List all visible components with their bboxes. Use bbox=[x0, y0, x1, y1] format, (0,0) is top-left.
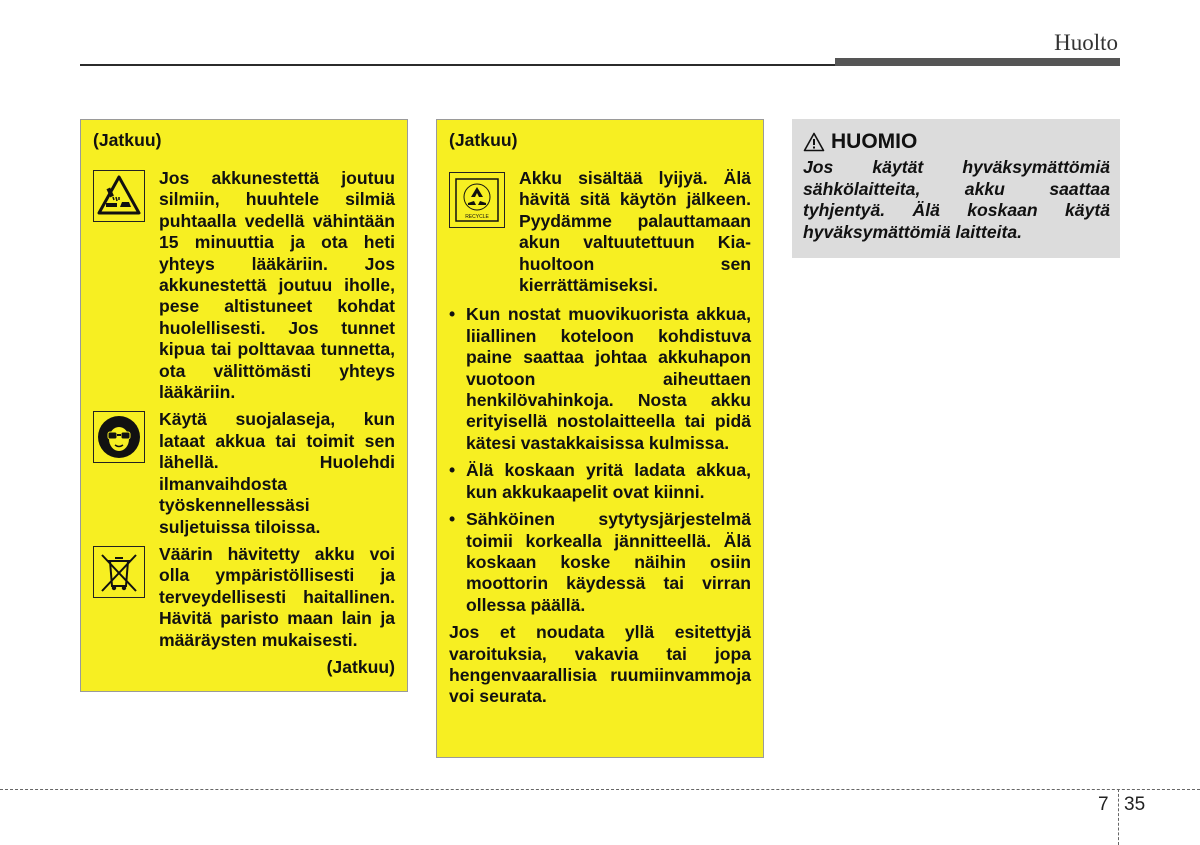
bullet-text: Kun nostat muovikuorista akkua, liiallinen koteloon kohdistuva paine saattaa johtaa akkuhapon vuotoon aiheuttaen henkilövahinkoja. Nosta akku erityisellä nostolaitteella tai pidä kätesi vastakkaisissa kulmissa. bbox=[466, 304, 751, 453]
warning-item bbox=[93, 409, 395, 537]
warning-item bbox=[93, 168, 395, 403]
warning-item bbox=[93, 544, 395, 651]
footer-divider bbox=[0, 789, 1200, 790]
warning-triangle-icon bbox=[803, 132, 825, 152]
warning-box-left bbox=[80, 119, 408, 692]
recycle-icon bbox=[449, 172, 505, 228]
bullet-text: Sähköinen sytytysjärjestelmä toimii korkealla jännitteellä. Älä koskaan koske näihin osiin moottorin käydessä tai virran ollessa päällä. bbox=[466, 509, 751, 615]
recycle-label: RECYCLE bbox=[465, 214, 489, 220]
header-rule bbox=[80, 64, 840, 66]
warning-item bbox=[449, 168, 751, 296]
continued-footer: (Jatkuu) bbox=[326, 656, 395, 677]
bullet-marker: • bbox=[449, 509, 456, 530]
bullet-item bbox=[449, 304, 751, 454]
caution-heading bbox=[803, 129, 1110, 155]
page-number: 35 bbox=[1124, 794, 1146, 815]
section-title: Huolto bbox=[1054, 30, 1118, 55]
caution-box bbox=[792, 119, 1120, 258]
chapter-number: 7 bbox=[1098, 794, 1109, 815]
page-number-divider bbox=[1118, 789, 1119, 845]
warning-text: Väärin hävitetty akku voi olla ympäristöllisesti ja terveydellisesti haitallinen. Hävitä paristo maan lain ja määräysten mukaisesti. bbox=[159, 543, 395, 650]
bullet-item bbox=[449, 460, 751, 503]
bullet-marker: • bbox=[449, 460, 456, 481]
warning-box-middle bbox=[436, 119, 764, 758]
warning-text: Jos akkunestettä joutuu silmiin, huuhtele silmiä puhtaalla vedellä vähintään 15 minuuttia ja ota heti yhteys lääkäriin. Jos akkunestettä joutuu iholle, pese altistuneet kohdat huolellisesti. Jos tunnet kipua tai polttavaa tunnetta, ota välittömästi yhteys lääkäriin. bbox=[159, 168, 395, 403]
warning-text: Käytä suojalaseja, kun lataat akkua tai toimit sen lähellä. Huolehdi ilmanvaihdosta työskennellessäsi suljetuissa tiloissa. bbox=[159, 409, 395, 537]
caution-title: HUOMIO bbox=[831, 130, 918, 153]
caution-text: Jos käytät hyväksymättömiä sähkölaitteita, akku saattaa tyhjentyä. Älä koskaan käytä hyväksymättömiä laitteita. bbox=[803, 157, 1110, 242]
continued-heading: (Jatkuu) bbox=[449, 130, 518, 150]
header-rule-accent bbox=[835, 58, 1120, 66]
warning-text: Akku sisältää lyijyä. Älä hävitä sitä käytön jälkeen. Pyydämme palauttamaan akun valtuutettuun Kia-huoltoon sen kierrättämiseksi. bbox=[519, 168, 751, 296]
crossed-bin-icon bbox=[93, 546, 145, 598]
final-warning-text: Jos et noudata yllä esitettyjä varoituksia, vakavia tai jopa hengenvaarallisia ruumiinvammoja voi seurata. bbox=[449, 622, 751, 707]
bullet-marker: • bbox=[449, 304, 456, 325]
acid-burn-icon bbox=[93, 170, 145, 222]
bullet-text: Älä koskaan yritä ladata akkua, kun akkukaapelit ovat kiinni. bbox=[466, 460, 751, 502]
continued-heading: (Jatkuu) bbox=[93, 130, 162, 150]
safety-goggles-icon bbox=[93, 411, 145, 463]
bullet-item bbox=[449, 509, 751, 616]
